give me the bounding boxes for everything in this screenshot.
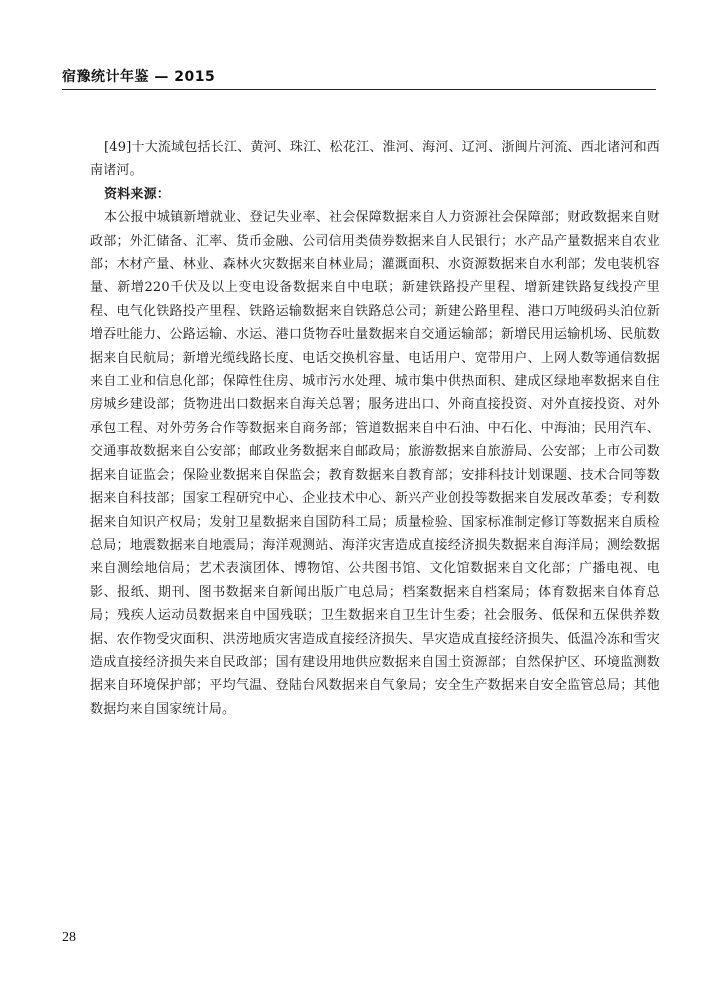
page-content [90,136,660,721]
footnote-49: [49]十大流域包括长江、黄河、珠江、松花江、淮河、海河、辽河、浙闽片河流、西北诸河和西南诸河。 [90,140,660,179]
running-header: 宿豫统计年鉴 — 2015 [62,69,216,85]
sources-body: 本公报中城镇新增就业、登记失业率、社会保障数据来自人力资源社会保障部；财政数据来自财政部；外汇储备、汇率、货币金融、公司信用类债券数据来自人民银行；水产品产量数据来自农业部；木材产量、林业、森林火灾数据来自林业局；灌溉面积、水资源数据来自水利部；发电装机容量、新增220千伏及以上变电设备数据来自中电联；新建铁路投产里程、增新建铁路复线投产里程、电气化铁路投产里程、铁路运输数据来自铁路总公司；新建公路里程、港口万吨级码头泊位新增吞吐能力、公路运输、水运、港口货物吞吐量数据来自交通运输部；新增民用运输机场、民航数据来自民航局；新增光缆线路长度、电话交换机容量、电话用户、宽带用户、上网人数等通信数据来自工业和信息化部；保障性住房、城市污水处理、城市集中供热面积、建成区绿地率数据来自住房城乡建设部；货物进出口数据来自海关总署；服务进出口、外商直接投资、对外直接投资、对外承包工程、对外劳务合作等数据来自商务部；管道数据来自中石油、中石化、中海油；民用汽车、交通事故数据来自公安部；邮政业务数据来自邮政局；旅游数据来自旅游局、公安部；上市公司数据来自证监会；保险业数据来自保监会；教育数据来自教育部；安排科技计划课题、技术合同等数据来自科技部；国家工程研究中心、企业技术中心、新兴产业创投等数据来自发展改革委；专利数据来自知识产权局；发射卫星数据来自国防科工局；质量检验、国家标准制定修订等数据来自质检总局；地震数据来自地震局；海洋观测站、海洋灾害造成直接经济损失数据来自海洋局；测绘数据来自测绘地信局；艺术表演团体、博物馆、公共图书馆、文化馆数据来自文化部；广播电视、电影、报纸、期刊、图书数据来自新闻出版广电总局；档案数据来自档案局；体育数据来自体育总局；残疾人运动员数据来自中国残联；卫生数据来自卫生计生委；社会服务、低保和五保供养数据、农作物受灾面积、洪涝地质灾害造成直接经济损失、旱灾造成直接经济损失、低温冷冻和雪灾造成直接经济损失来自民政部；国有建设用地供应数据来自国土资源部；自然保护区、环境监测数据来自环境保护部；平均气温、登陆台风数据来自气象局；安全生产数据来自安全监管总局；其他数据均来自国家统计局。 [90,210,660,717]
page-number: 28 [62,930,76,945]
header-rule [62,89,656,90]
sources-heading: 资料来源： [104,186,171,202]
